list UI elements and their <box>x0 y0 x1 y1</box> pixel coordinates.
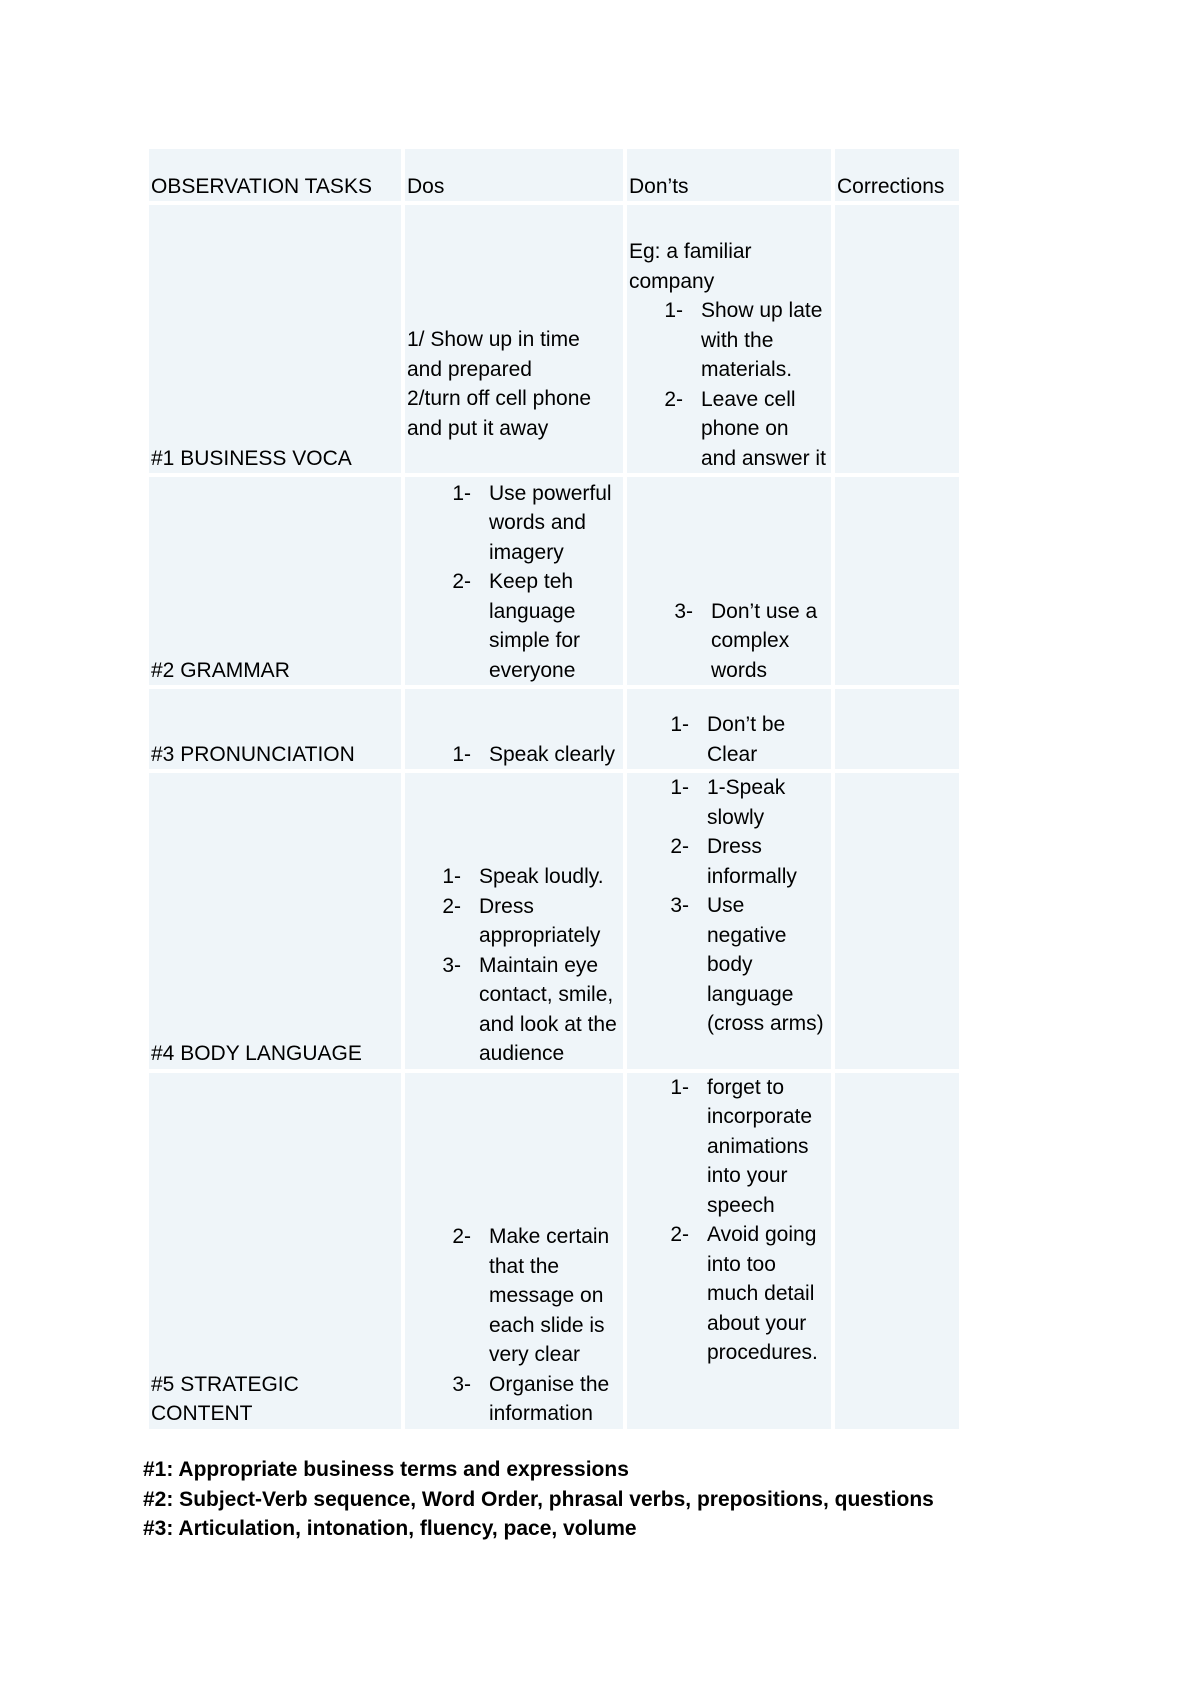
dos-line: 2/turn off cell phone <box>407 387 592 410</box>
dos-line: and prepared <box>407 357 532 381</box>
list-item: 1- Use powerful words and imagery <box>452 481 612 564</box>
dos-list <box>407 862 621 1069</box>
table-row <box>149 477 959 685</box>
task-cell: #3 PRONUNCIATION <box>149 689 401 769</box>
list-item: 1- Don’t be Clear <box>670 713 786 766</box>
list-item: 3- Maintain eye contact, smile, and look at the audience <box>442 953 617 1065</box>
task-cell: #1 BUSINESS VOCA <box>149 205 401 473</box>
list-item: 1- Speak clearly <box>452 742 616 766</box>
table-row <box>149 1073 959 1429</box>
dos-list <box>407 479 621 686</box>
table-row <box>149 773 959 1069</box>
list-item: 1- Show up late with the materials. <box>664 299 823 381</box>
dos-cell <box>405 689 623 769</box>
list-item: 1- Speak loudly. <box>442 865 604 888</box>
donts-cell <box>627 1073 831 1429</box>
dos-line: 1/ Show up in time <box>407 328 580 351</box>
donts-cell <box>627 773 831 1069</box>
list-item: 2- Keep teh language simple for everyone <box>452 570 581 682</box>
list-item: 2- Dress informally <box>670 835 797 888</box>
observation-table <box>145 145 963 1433</box>
task-cell: #2 GRAMMAR <box>149 477 401 685</box>
donts-intro-line: Eg: a familiar <box>629 240 752 263</box>
donts-list <box>629 1073 829 1368</box>
dos-cell <box>405 773 623 1069</box>
table-row <box>149 689 959 769</box>
donts-cell <box>627 477 831 685</box>
list-item: 3- Don’t use a complex words <box>674 599 818 682</box>
corrections-cell <box>835 773 959 1069</box>
donts-cell <box>627 689 831 769</box>
list-item: 1- 1-Speak slowly <box>670 776 786 829</box>
corrections-cell <box>835 477 959 685</box>
list-item: 2- Avoid going into too much detail about your procedures. <box>670 1223 818 1364</box>
table-row <box>149 205 959 473</box>
header-dos: Dos <box>405 149 623 201</box>
footnote-3: #3: Articulation, intonation, fluency, pace, volume <box>143 1517 637 1540</box>
header-donts: Don’ts <box>627 149 831 201</box>
list-item: 1- forget to incorporate animations into your speech <box>670 1075 813 1217</box>
footnote-2: #2: Subject-Verb sequence, Word Order, phrasal verbs, prepositions, questions <box>143 1487 934 1511</box>
list-item: 2- Dress appropriately <box>442 894 601 947</box>
corrections-cell <box>835 1073 959 1429</box>
table-header-row <box>149 149 959 201</box>
donts-intro-line: company <box>629 269 715 293</box>
list-item: 3- Use negative body language (cross arms) <box>670 894 824 1035</box>
corrections-cell <box>835 205 959 473</box>
donts-list <box>629 710 829 769</box>
task-cell: #5 STRATEGIC CONTENT <box>149 1073 401 1429</box>
corrections-cell <box>835 689 959 769</box>
dos-cell <box>405 477 623 685</box>
donts-list <box>629 773 829 1039</box>
header-observation-tasks: OBSERVATION TASKS <box>149 149 401 201</box>
dos-line: and put it away <box>407 416 549 440</box>
list-item: 2- Make certain that the message on each slide is very clear <box>452 1225 610 1366</box>
donts-cell <box>627 205 831 473</box>
dos-cell <box>405 205 623 473</box>
donts-list <box>629 597 829 686</box>
header-corrections: Corrections <box>835 149 959 201</box>
task-cell: #4 BODY LANGUAGE <box>149 773 401 1069</box>
list-item: 3- Organise the information <box>452 1372 610 1425</box>
dos-cell <box>405 1073 623 1429</box>
dos-list <box>407 740 621 770</box>
list-item: 2- Leave cell phone on and answer it <box>664 387 826 470</box>
footnote-1: #1: Appropriate business terms and expressions <box>143 1458 629 1481</box>
dos-list <box>407 1222 621 1429</box>
footnotes <box>143 1455 934 1544</box>
donts-list <box>629 296 829 473</box>
